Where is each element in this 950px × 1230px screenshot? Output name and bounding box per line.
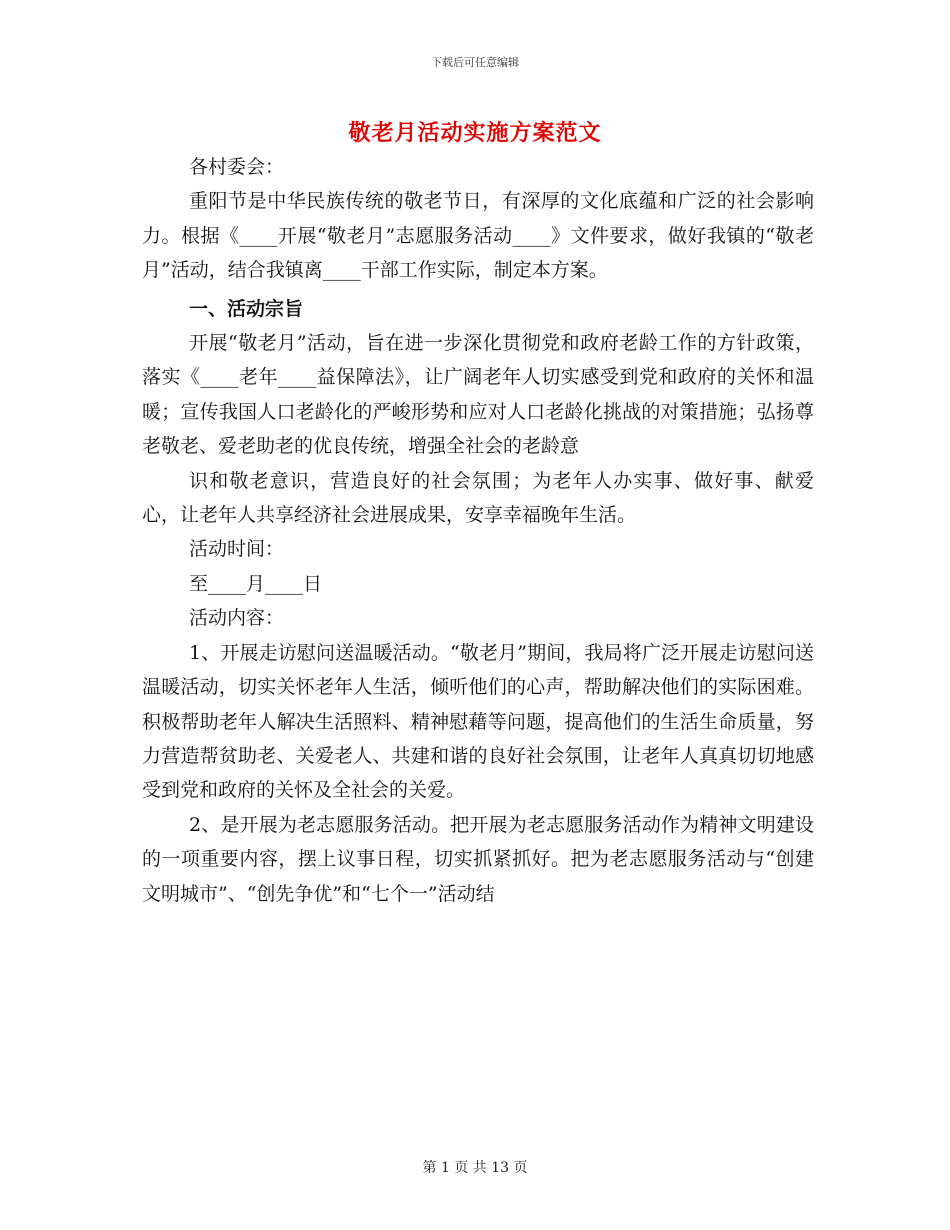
intro-paragraph: 重阳节是中华民族传统的敬老节日，有深厚的文化底蕴和广泛的社会影响力。根据《____开展“敬老月”志愿服务活动____》文件要求，做好我镇的“敬老月”活动，结合我镇离____干部工作实际，制定本方案。 bbox=[142, 190, 814, 282]
header-note: 下载后可任意编辑 bbox=[431, 56, 519, 69]
purpose-paragraph-1: 开展“敬老月”活动，旨在进一步深化贯彻党和政府老龄工作的方针政策，落实《____老年____益保障法》，让广阔老年人切实感受到党和政府的关怀和温暖；宣传我国人口老龄化的严峻形势和应对人口老龄化挑战的对策措施；弘扬尊老敬老、爱老助老的优良传统，增强全社会的老龄意 bbox=[142, 332, 814, 458]
content-item-1: 1、开展走访慰问送温暖活动。“敬老月”期间，我局将广泛开展走访慰问送温暖活动，切实关怀老年人生活，倾听他们的心声，帮助解决他们的实际困难。积极帮助老年人解决生活照料、精神慰藉等问题，提高他们的生活生命质量，努力营造帮贫助老、关爱老人、共建和谐的良好社会氛围，让老年人真真切切地感受到党和政府的关怀及全社会的关爱。 bbox=[142, 641, 814, 802]
activity-time-value: 至____月____日 bbox=[189, 572, 323, 595]
addressee: 各村委会： bbox=[189, 156, 285, 178]
document-title: 敬老月活动实施方案范文 bbox=[348, 120, 602, 146]
section-heading-purpose: 一、活动宗旨 bbox=[189, 297, 304, 320]
content-item-2: 2、是开展为老志愿服务活动。把开展为老志愿服务活动作为精神文明建设的一项重要内容，摆上议事日程，切实抓紧抓好。把为老志愿服务活动与“创建文明城市”、“创先争优”和“七个一”活动结 bbox=[142, 813, 814, 905]
purpose-paragraph-2: 识和敬老意识，营造良好的社会氛围；为老年人办实事、做好事、献爱心，让老年人共享经济社会进展成果，安享幸福晚年生活。 bbox=[142, 469, 814, 527]
page-footer: 第 1 页 共 13 页 bbox=[422, 1160, 528, 1176]
activity-content-label: 活动内容： bbox=[189, 607, 285, 630]
document-body bbox=[142, 150, 814, 911]
activity-time-label: 活动时间： bbox=[189, 538, 285, 561]
